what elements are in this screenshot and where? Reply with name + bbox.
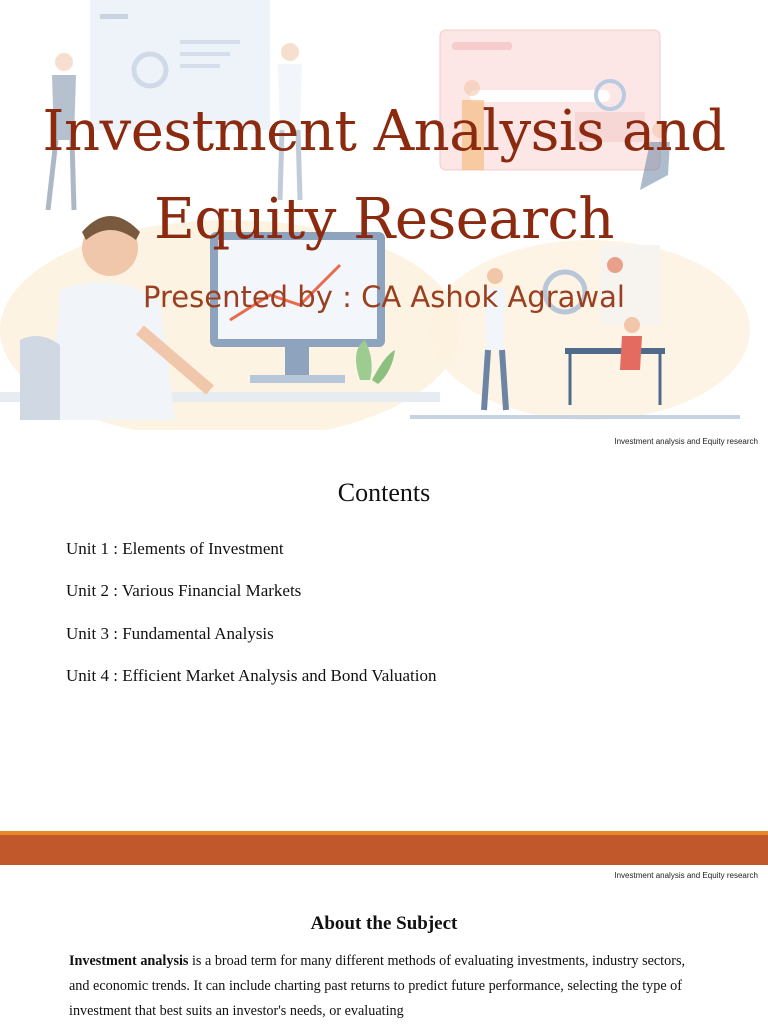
about-body-text: is a broad term for many different methods of evaluating investments, industry sectors, and economic trends. It can include charting past returns to predict future performance, selecting the type of investment that best suits an investor's needs, or evaluating (69, 953, 686, 1019)
contents-item: Unit 4 : Efficient Market Analysis and Bond Valuation (66, 665, 437, 685)
about-paragraph (69, 949, 699, 1024)
contents-title: Contents (337, 478, 431, 507)
running-head: Investment analysis and Equity research (614, 871, 758, 880)
contents-list (66, 537, 437, 706)
cover-title-line-1: Investment Analysis and (42, 99, 726, 164)
cover-title-line-2: Equity Research (154, 187, 614, 252)
section-band (0, 835, 768, 865)
contents-item: Unit 1 : Elements of Investment (66, 539, 284, 558)
cover-presenter: Presented by : CA Ashok Agrawal (143, 280, 625, 314)
contents-item: Unit 3 : Fundamental Analysis (66, 623, 274, 643)
cover-title (0, 88, 768, 264)
contents-item: Unit 2 : Various Financial Markets (66, 581, 302, 601)
cover-slide (0, 0, 768, 430)
about-lead-term: Investment analysis (69, 953, 189, 969)
running-head: Investment analysis and Equity research (614, 437, 758, 446)
about-title: About the Subject (310, 913, 458, 934)
